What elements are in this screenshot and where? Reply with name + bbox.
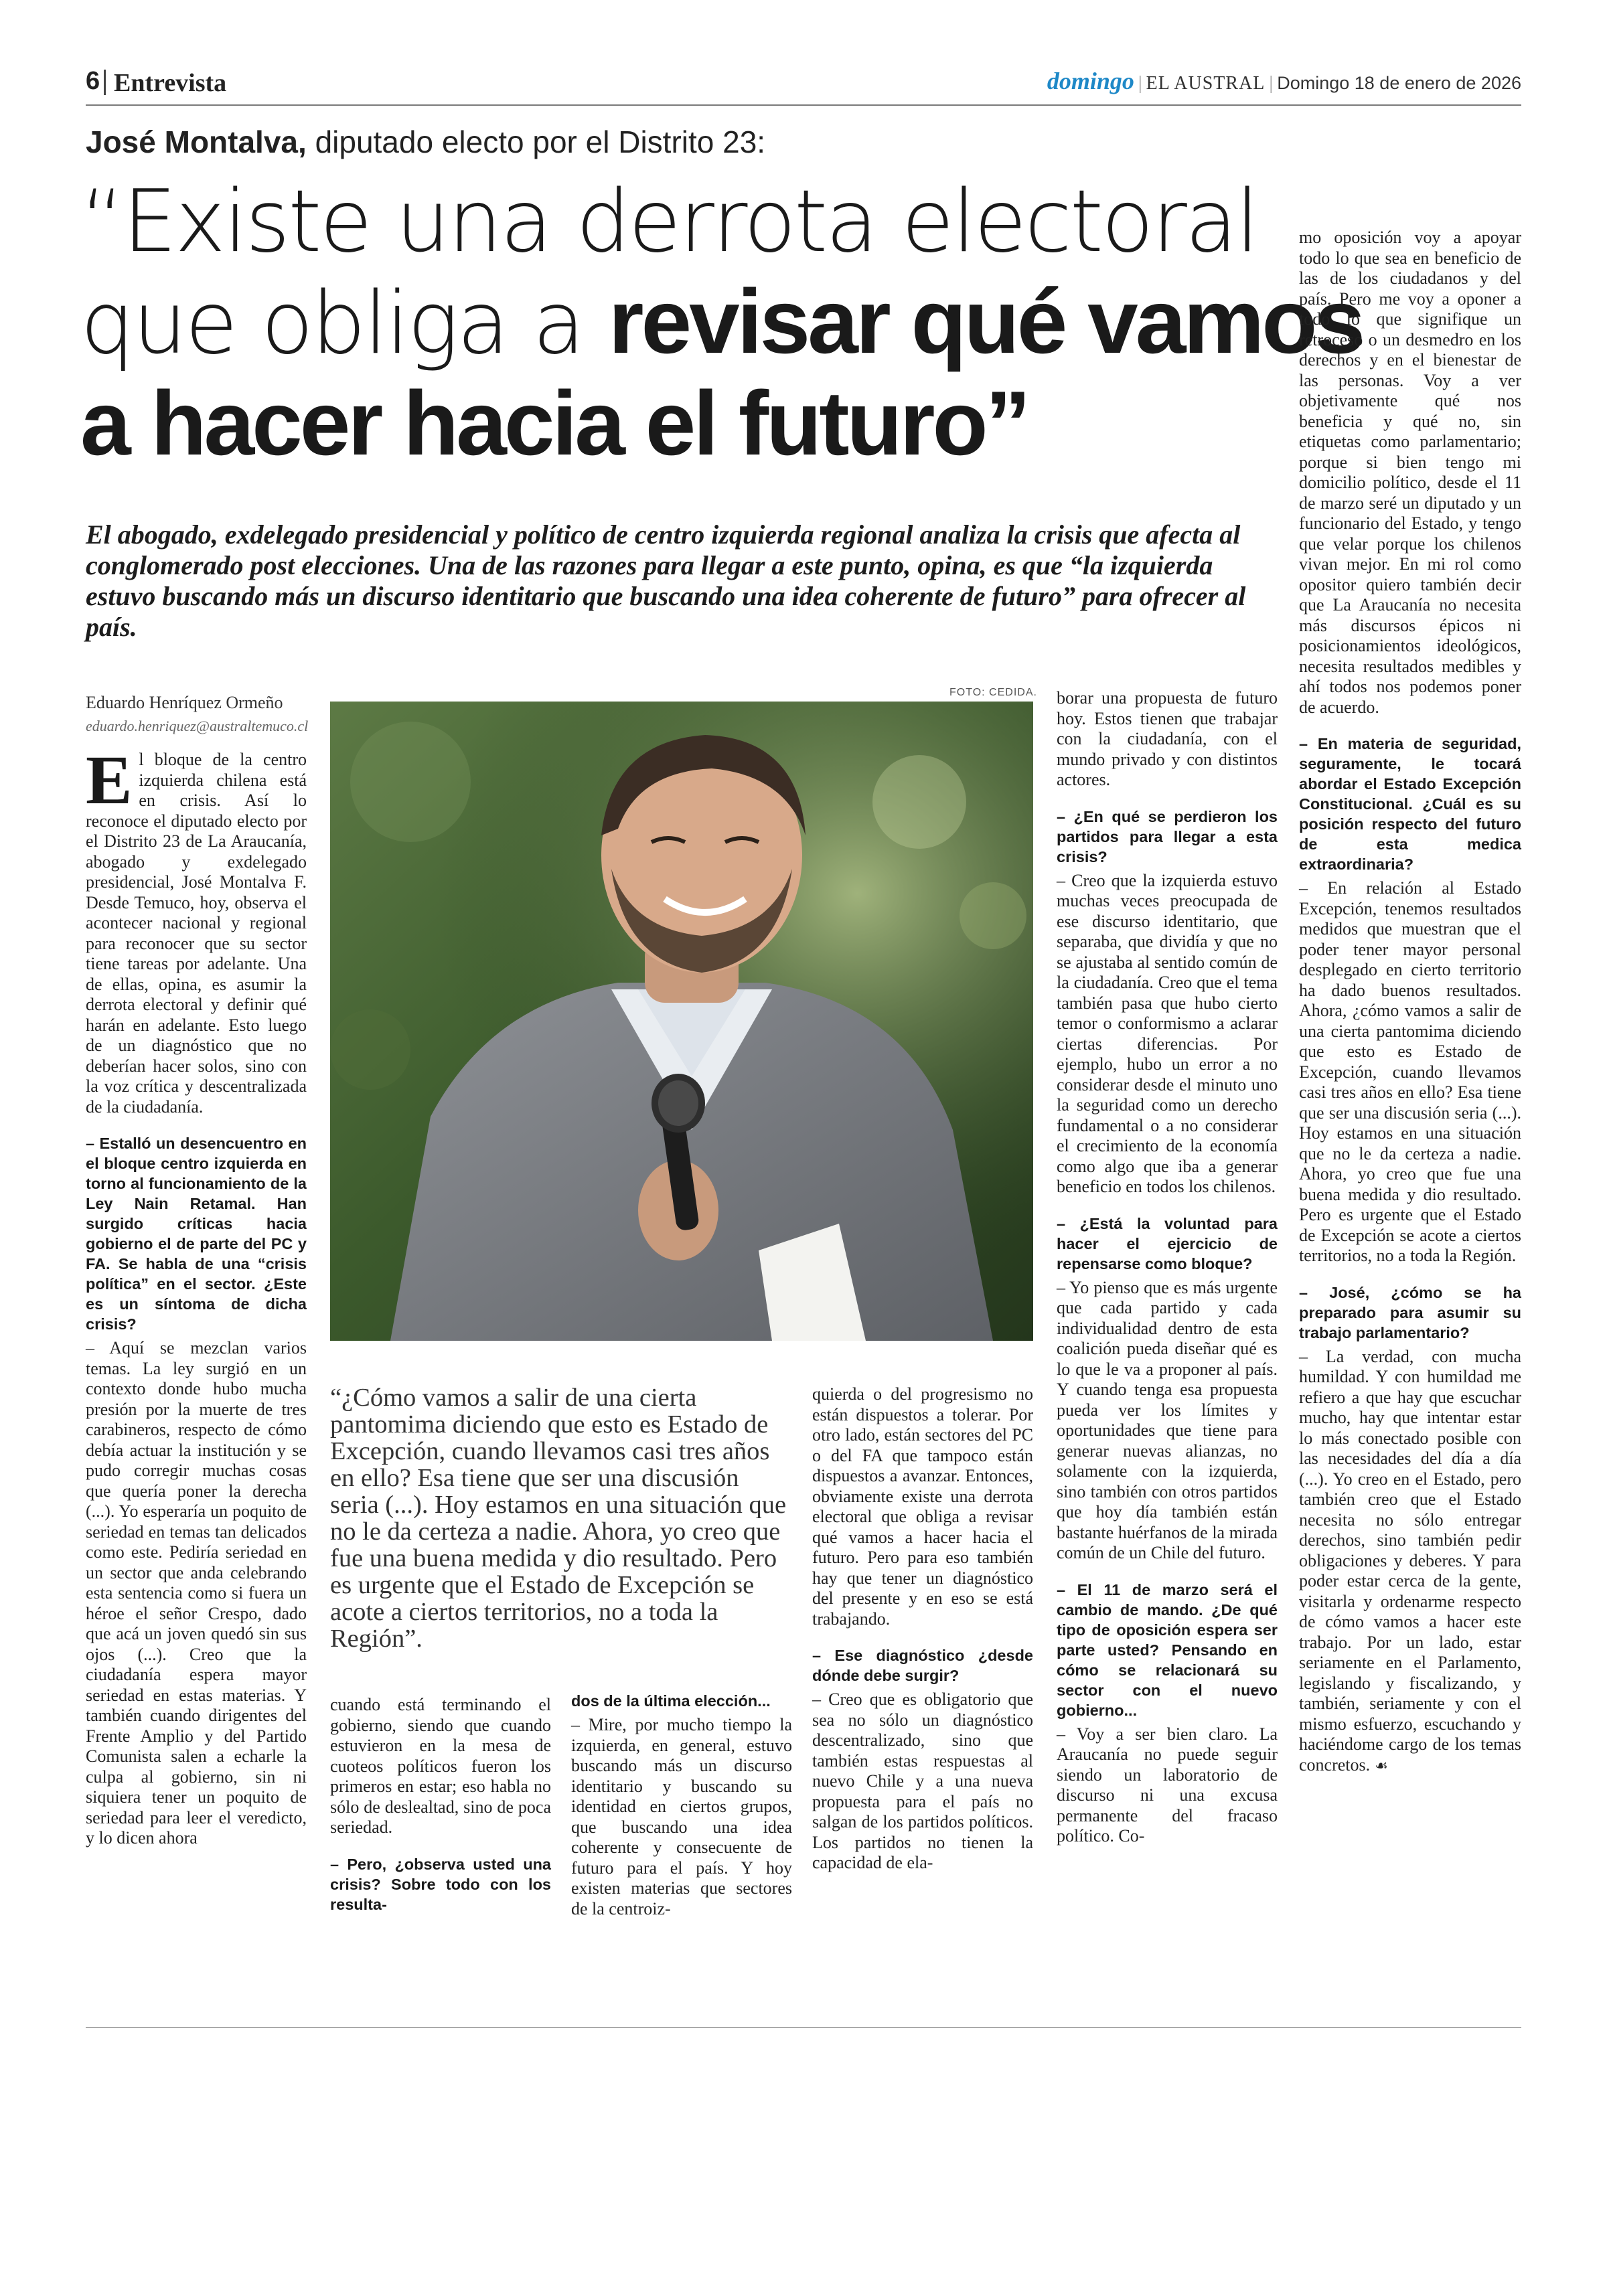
interview-question: – El 11 de marzo será el cambio de mando. ¿De qué tipo de oposición espera ser parte usted? Pensando en cómo se relacionará su sector con el nuevo gobierno...	[1057, 1580, 1278, 1719]
issue-date: Domingo 18 de enero de 2026	[1277, 73, 1521, 93]
header-rule	[86, 104, 1521, 106]
interview-answer: – Voy a ser bien claro. La Araucanía no puede seguir siendo un laboratorio de discurso ni una excusa permanente del fracaso político. Co-	[1057, 1724, 1278, 1846]
kicker-name: José Montalva,	[86, 125, 307, 159]
interview-answer: cuando está terminando el gobierno, siendo que cuando estuvieron en la mesa de cuoteos políticos fueron los primeros en estar; eso habla no sólo de deslealtad, sino de poca seriedad.	[330, 1695, 551, 1837]
article-column-4	[1057, 688, 1278, 1847]
interview-answer: – Yo pienso que es más urgente que cada partido y cada individualidad dentro de esta coalición pueda diseñar qué es lo que le va a proponer al país. Y cuando tenga esa propuesta pueda ver los límites y oportunidades que tiene para generar nuevas alianzas, no solamente con la izquierda, sino también con otros partidos que hoy día también están bastante huérfanos de la mirada común de un Chile del futuro.	[1057, 1277, 1278, 1562]
interview-answer: quierda o del progresismo no están dispuestos a tolerar. Por otro lado, están sectores del PC o del FA que tampoco están dispuestos a avanzar. Entonces, obviamente existe una derrota electoral que obliga a revisar qué vamos a hacer hacia el futuro. Pero para eso también hay que tener un diagnóstico del presente y en eso se está trabajando.	[812, 1384, 1033, 1629]
article-column-2	[330, 1695, 551, 1918]
interview-question: – ¿En qué se perdieron los partidos para llegar a esta crisis?	[1057, 807, 1278, 866]
page-number-divider	[104, 70, 106, 95]
newspaper-name: EL AUSTRAL	[1146, 73, 1266, 94]
kicker	[86, 124, 765, 160]
interview-question: – Pero, ¿observa usted una crisis? Sobre todo con los resulta-	[330, 1855, 551, 1913]
interview-answer: – En relación al Estado Excepción, tenemos resultados medidos que muestran que el poder tener mayor personal desplegado en cierto territorio ha dado buenos resultados. Ahora, ¿cómo vamos a salir de una cierta pantomima diciendo que esto es Estado de Excepción, cuando llevamos casi tres años en ello? Esa tiene que ser una discusión seria (...). Hoy estamos en una situación que no le da certeza a nadie. Ahora, yo creo que fue una buena medida y dio resultado. Pero es urgente que el Estado de Excepción se acote a ciertos territorios, no a toda la Región.	[1299, 878, 1521, 1265]
interview-answer: – Creo que es obligatorio que sea no sólo un diagnóstico descentralizado, sino que también estas respuestas al nuevo Chile y a una nueva propuesta para el país no salgan de los partidos políticos. Los partidos no tienen la capacidad de ela-	[812, 1690, 1033, 1872]
headline-line-1: “Existe una derrota electoral	[80, 172, 1257, 272]
headline	[80, 172, 1363, 474]
end-mark-icon: ☙	[1370, 1757, 1388, 1775]
interview-question: – En materia de seguridad, seguramente, le tocará abordar el Estado Excepción Constitucional. ¿Cuál es su posición respecto del futuro de esta medica extraordinaria?	[1299, 735, 1521, 873]
interview-question: – ¿Está la voluntad para hacer el ejercicio de repensarse como bloque?	[1057, 1214, 1278, 1273]
interview-answer: mo oposición voy a apoyar todo lo que sea en beneficio de las de los ciudadanos y del país. Pero me voy a oponer a todo lo que signifique un retroceso o un desmedro en los derechos y en el bienestar de las personas. Voy a ver objetivamente qué nos beneficia y qué no, sin etiquetas como parlamentario; porque si bien tengo mi domicilio político, desde el 11 de marzo seré un diputado y un funcionario del Estado, y tengo que velar porque los chilenos vivan mejor. En mi rol como opositor quiero también decir que La Araucanía no necesita más discursos épicos ni posicionamientos ideológicos, necesita resultados medibles y ahí todos nos podemos poner de acuerdo.	[1299, 228, 1521, 717]
drop-cap: E	[86, 742, 133, 819]
photo-credit: FOTO: CEDIDA.	[949, 687, 1037, 698]
pull-quote: “¿Cómo vamos a salir de una cierta pantomima diciendo que esto es Estado de Excepción, cuando llevamos casi tres años en ello? Esa tiene que ser una discusión seria (...). Hoy estamos en una situación que no le da certeza a nadie. Ahora, yo creo que fue una buena medida y dio resultado. Pero es urgente que el Estado de Excepción se acote a ciertos territorios, no a toda la Región”.	[330, 1384, 787, 1653]
article-column-1	[86, 742, 307, 1849]
lead-paragraph: El bloque de la centro izquierda chilena está en crisis. Así lo reconoce el diputado electo por el Distrito 23 de La Araucanía, abogado y exdelegado presidencial, José Montalva F. Desde Temuco, hoy, observa el acontecer nacional y regional para reconocer que su sector tiene tareas por adelante. Una de ellas, opina, es asumir la derrota electoral y definir qué harán en adelante. Esto luego de un diagnóstico que no deberían hacer solos, sino con la voz crítica y descentralizada de la ciudadanía.	[86, 742, 307, 1117]
interview-question: – Ese diagnóstico ¿desde dónde debe surgir?	[812, 1647, 1033, 1684]
kicker-role: diputado electo por el Distrito 23:	[315, 125, 766, 159]
article-column-3-upper	[812, 1384, 1033, 1874]
interview-answer: – Mire, por mucho tiempo la izquierda, en general, estuvo buscando más un discurso identitario y buscando su identidad en ciertos grupos, que buscando una idea coherente y consecuente de futuro para el país. Y hoy existen materias que sectores de la centroiz-	[571, 1715, 792, 1918]
headline-line-3: a hacer hacia el futuro”	[80, 372, 1028, 474]
interview-answer: – Aquí se mezclan varios temas. La ley surgió en un contexto donde hubo mucha presión por la muerte de tres carabineros, respecto de cómo debía actuar la institución y se pudo corregir muchas cosas que quería poner la derecha (...). Yo esperaría un poquito de seriedad en temas tan delicados como este. Pediría seriedad en un sector que anda celebrando esta sentencia como si fuera un héroe el señor Crespo, dado que acá un joven quedó sin sus ojos (...). Creo que la ciudadanía espera mayor seriedad en estas materias. Y también cuando dirigentes del Frente Amplio y del Partido Comunista salen a echarle la culpa al gobierno, sin ni siquiera tener un poquito de seriedad para leer el veredicto, y lo dicen ahora	[86, 1338, 307, 1848]
headline-line-2: que obliga a revisar qué vamos	[80, 270, 1363, 374]
article-deck: El abogado, exdelegado presidencial y político de centro izquierda regional analiza la crisis que afecta al conglomerado post elecciones. Una de las razones para llegar a este punto, opina, es que “la izquierda estuvo buscando más un discurso identitario que buscando una idea coherente de futuro” para ofrecer al país.	[86, 519, 1246, 642]
interview-answer: – La verdad, con mucha humildad. Y con humildad me refiero a que hay que escuchar mucho, hay que intentar estar lo más conectado posible con las necesidades del día a día (...). Yo creo en el Estado, pero también creo que el Estado necesita no sólo entregar derechos, sino también pedir obligaciones y deberes. Y para poder estar cerca de la gente, visitarla y ordenarme respecto de cómo vamos a hacer este trabajo. Por un lado, estar seriamente en el Parlamento, legislando y fiscalizando, y también, seriamente y con el mismo esfuerzo, escuchando y haciéndome cargo de los temas concretos. ☙	[1299, 1346, 1521, 1775]
interview-question: – José, ¿cómo se ha preparado para asumir su trabajo parlamentario?	[1299, 1283, 1521, 1341]
brand-label: domingo	[1047, 68, 1134, 94]
section-title: Entrevista	[114, 69, 227, 97]
interview-answer: borar una propuesta de futuro hoy. Estos tienen que trabajar con la ciudadanía, con el mundo privado y con distintos actores.	[1057, 688, 1278, 789]
article-column-5	[1299, 228, 1521, 1777]
masthead: domingo | EL AUSTRAL | Domingo 18 de enero de 2026	[1047, 68, 1521, 94]
portrait-photo	[330, 702, 1033, 1341]
byline-author: Eduardo Henríquez Ormeño	[86, 693, 283, 712]
footer-rule	[86, 2027, 1521, 2028]
byline-email[interactable]: eduardo.henriquez@australtemuco.cl	[86, 718, 309, 734]
page-number: 6	[86, 67, 100, 95]
interview-question: dos de la última elección...	[571, 1692, 771, 1710]
article-column-3	[571, 1675, 792, 1919]
interview-answer: – Creo que la izquierda estuvo muchas veces preocupada de ese discurso identitario, que separaba, que dividía y que no se ajustaba al sentido común de la ciudadanía. Creo que el tema también pasa que hubo cierto temor o conformismo a aclarar ciertas diferencias. Por ejemplo, hubo un error a no considerar desde el minuto uno la seguridad como un derecho fundamental o a no considerar el crecimiento de la economía como algo que iba a generar beneficio en todos los chilenos.	[1057, 870, 1278, 1196]
interview-question: – Estalló un desencuentro en el bloque centro izquierda en torno al funcionamiento de la Ley Nain Retamal. Han surgido críticas hacia gobierno el de parte del PC y FA. Se habla de una “crisis política” en el sector. ¿Este es un síntoma de dicha crisis?	[86, 1135, 307, 1333]
